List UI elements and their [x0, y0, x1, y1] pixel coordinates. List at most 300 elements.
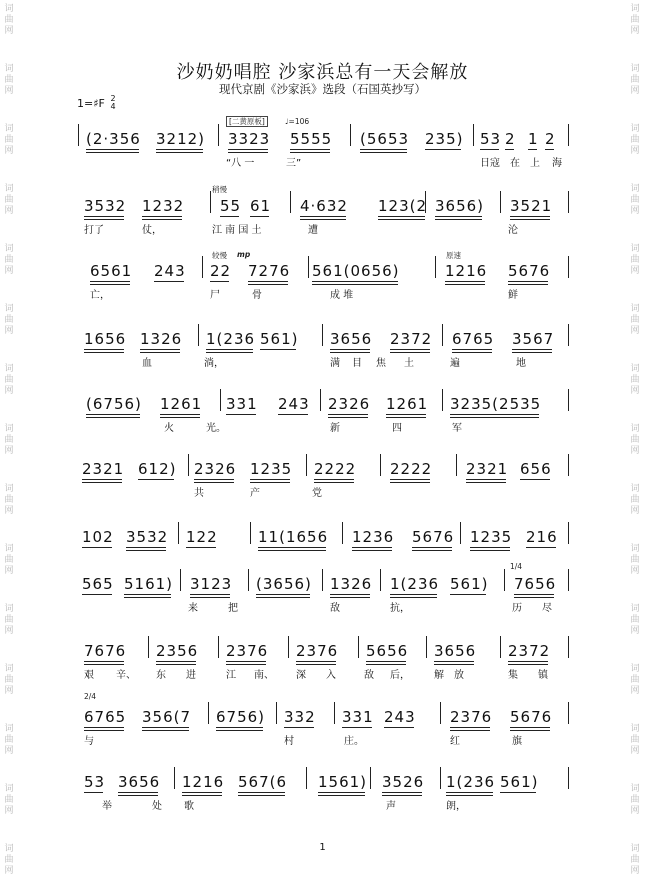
barline [568, 522, 569, 544]
lyric-text: 村 [284, 736, 294, 747]
score-row [80, 262, 570, 322]
note-group [220, 197, 241, 215]
watermark-glyph-group [628, 664, 642, 697]
note-group [84, 197, 126, 215]
note-group [156, 130, 205, 148]
note-group [206, 330, 255, 348]
beam-line [138, 479, 174, 480]
score-row [80, 460, 570, 520]
note-text: 3532 [84, 197, 127, 215]
key-signature: 1=♯F [77, 97, 105, 110]
score-row [80, 708, 570, 768]
note-text: 2376 [226, 642, 269, 660]
note-group [312, 262, 400, 280]
beam-line [126, 550, 166, 551]
expression-mark-yuansu: 原速 [446, 251, 461, 260]
beam-line [290, 152, 330, 153]
lyric-text: 艰 [84, 670, 94, 681]
barline [250, 522, 251, 544]
lyric-text: 尸 [210, 290, 220, 301]
watermark-glyph: 词 [4, 4, 14, 14]
lyric-text: 镇 [538, 670, 548, 681]
beam-line [435, 216, 482, 217]
note-group [450, 708, 492, 726]
note-text: 1216 [182, 773, 225, 791]
note-group [508, 262, 550, 280]
beam-line [382, 795, 422, 796]
watermark-glyph: 网 [4, 566, 14, 576]
barline [180, 569, 181, 591]
barline [208, 702, 209, 724]
beam-line [360, 152, 407, 153]
beam-line [226, 414, 256, 415]
watermark-glyph: 网 [4, 206, 14, 216]
note-text: 1236 [352, 528, 395, 546]
beam-line [386, 414, 426, 415]
watermark-glyph: 网 [630, 506, 640, 516]
watermark-glyph: 词 [630, 184, 640, 194]
beam-line [378, 216, 425, 217]
barline [568, 191, 569, 213]
watermark-glyph: 曲 [4, 495, 14, 505]
beam-line [142, 727, 189, 728]
lyric-text: 解 [434, 670, 444, 681]
watermark-glyph: 词 [630, 544, 640, 554]
beam-line [328, 414, 368, 415]
barline [504, 569, 505, 591]
lyric-text: 淌， [204, 358, 224, 369]
barline [426, 636, 427, 658]
lyric-text: 产 [250, 488, 260, 499]
beam-line [352, 550, 392, 551]
note-text: 3532 [126, 528, 169, 546]
lyric-text: 三” [286, 158, 302, 169]
note-group [216, 708, 265, 726]
beam-line [480, 149, 499, 150]
watermark-glyph: 曲 [4, 255, 14, 265]
note-text: 612) [138, 460, 177, 478]
watermark-glyph-group [2, 124, 16, 157]
note-group [82, 460, 124, 478]
note-group [238, 773, 287, 791]
beam-line [445, 281, 485, 282]
watermark-glyph: 曲 [630, 435, 640, 445]
barline [290, 191, 291, 213]
note-group [452, 330, 494, 348]
note-group [510, 197, 552, 215]
beam-line [450, 594, 486, 595]
note-group [140, 330, 182, 348]
watermark-glyph: 词 [630, 304, 640, 314]
beam-line [86, 152, 139, 153]
beam-line [445, 284, 485, 285]
note-text: 2376 [450, 708, 493, 726]
watermark-glyph: 词 [4, 424, 14, 434]
watermark-glyph: 曲 [4, 555, 14, 565]
watermark-glyph-group [628, 364, 642, 397]
lyric-text: 光。 [206, 423, 226, 434]
beam-line [160, 417, 200, 418]
score-row [80, 575, 570, 635]
song-subtitle: 现代京剧《沙家浜》选段（石国英抄写） [219, 82, 426, 96]
note-group [142, 708, 191, 726]
barline [568, 636, 569, 658]
note-group [390, 460, 432, 478]
barline [370, 767, 371, 789]
barline [178, 522, 179, 544]
lyric-text: 土 [404, 358, 414, 369]
note-group [480, 130, 501, 148]
beam-line [142, 730, 189, 731]
barline [442, 389, 443, 411]
beam-line [390, 482, 430, 483]
note-text: 561(0656) [312, 262, 400, 280]
beam-line [278, 414, 308, 415]
watermark-glyph-group [628, 184, 642, 217]
note-group [466, 460, 508, 478]
watermark-glyph-group [628, 424, 642, 457]
note-text: 331 [342, 708, 374, 726]
score-row [80, 330, 570, 390]
beam-line [450, 417, 539, 418]
beam-line [206, 352, 253, 353]
watermark-glyph: 曲 [630, 135, 640, 145]
lyric-text: 沦 [508, 225, 518, 236]
barline [568, 767, 569, 789]
note-text: 122 [186, 528, 218, 546]
beam-line [360, 149, 407, 150]
note-group [84, 642, 126, 660]
watermark-glyph: 网 [630, 86, 640, 96]
note-text: 2326 [328, 395, 371, 413]
beam-line [216, 727, 263, 728]
beam-line [248, 284, 288, 285]
lyric-text: 后， [390, 670, 410, 681]
note-text: 4·632 [300, 197, 348, 215]
lyric-text: 骨 [252, 290, 262, 301]
beam-line [382, 792, 422, 793]
tempo-mark: ♩=106 [285, 117, 310, 126]
barline [308, 256, 309, 278]
note-text: 1235 [470, 528, 513, 546]
beam-line [390, 479, 430, 480]
watermark-glyph: 词 [4, 604, 14, 614]
note-text: 2372 [508, 642, 551, 660]
dynamic-mark-mp: mp [237, 250, 251, 259]
watermark-glyph: 词 [630, 124, 640, 134]
barline [148, 636, 149, 658]
note-text: 5676 [508, 262, 551, 280]
note-text: 1656 [84, 330, 127, 348]
beam-line [500, 792, 536, 793]
note-text: 123(2 [378, 197, 428, 215]
lyric-text: 打了 [84, 225, 104, 236]
barline [350, 124, 351, 146]
beam-line [258, 550, 326, 551]
note-group [226, 642, 268, 660]
note-group [352, 528, 394, 546]
watermark-glyph: 词 [4, 544, 14, 554]
beam-line [156, 661, 196, 662]
beam-line [384, 727, 414, 728]
lyric-text: 尽 [542, 603, 552, 614]
watermark-glyph: 词 [630, 64, 640, 74]
lyric-text: 海 [552, 158, 562, 169]
note-text: 561) [450, 575, 489, 593]
watermark-glyph: 曲 [4, 855, 14, 865]
watermark-glyph: 词 [4, 184, 14, 194]
beam-line [84, 661, 124, 662]
beam-line [182, 795, 222, 796]
barline [210, 191, 211, 213]
watermark-glyph: 网 [4, 86, 14, 96]
beam-line [84, 792, 103, 793]
lyric-text: 进 [186, 670, 196, 681]
lyric-text: 在 [510, 158, 520, 169]
barline [568, 389, 569, 411]
beam-line [508, 661, 548, 662]
beam-line [84, 219, 124, 220]
watermark-glyph: 网 [4, 326, 14, 336]
watermark-glyph: 曲 [630, 795, 640, 805]
note-text: 356(7 [142, 708, 192, 726]
beam-line [248, 281, 288, 282]
lyric-text: 遭 [308, 225, 318, 236]
beam-line [194, 479, 234, 480]
lyric-text: 共 [194, 488, 204, 499]
note-text: 1232 [142, 197, 185, 215]
barline [288, 636, 289, 658]
note-group [500, 773, 538, 791]
beam-line [510, 216, 550, 217]
time-signature-bottom: 4 [110, 102, 116, 111]
note-text: 3123 [190, 575, 233, 593]
note-text: 565 [82, 575, 114, 593]
beam-line [142, 219, 182, 220]
beam-line [508, 664, 548, 665]
watermark-glyph-group [2, 244, 16, 277]
note-group [194, 460, 236, 478]
note-text: 5161) [124, 575, 174, 593]
note-text: 2 [545, 130, 556, 148]
beam-line [118, 792, 158, 793]
lyric-text: 党 [312, 488, 322, 499]
beam-line [190, 597, 230, 598]
barline [202, 256, 203, 278]
beam-line [210, 281, 229, 282]
lyric-text: 焦 [376, 358, 386, 369]
beam-line [434, 661, 474, 662]
note-group [512, 330, 554, 348]
watermark-glyph: 曲 [630, 15, 640, 25]
score-row [80, 395, 570, 455]
watermark-glyph: 网 [4, 386, 14, 396]
beam-line [352, 547, 392, 548]
beam-line [142, 216, 182, 217]
beam-line [520, 479, 550, 480]
note-group [450, 575, 488, 593]
watermark-glyph: 网 [4, 746, 14, 756]
note-text: 102 [82, 528, 114, 546]
watermark-glyph: 网 [4, 806, 14, 816]
note-group [226, 395, 258, 413]
lyric-text: 鲜 [508, 290, 518, 301]
watermark-glyph: 曲 [630, 75, 640, 85]
lyric-text: 敌 [364, 670, 374, 681]
beam-line [450, 414, 539, 415]
note-group [250, 460, 292, 478]
beam-line [86, 149, 139, 150]
watermark-glyph: 网 [630, 746, 640, 756]
beam-line [82, 594, 112, 595]
watermark-glyph: 曲 [630, 615, 640, 625]
note-text: 332 [284, 708, 316, 726]
watermark-glyph: 网 [4, 446, 14, 456]
lyric-text: 南、 [254, 670, 274, 681]
beam-line [160, 414, 200, 415]
watermark-glyph-group [628, 544, 642, 577]
note-text: 11(1656 [258, 528, 329, 546]
lyric-text: 军 [452, 423, 462, 434]
section-mark [226, 117, 268, 127]
note-text: 3656 [330, 330, 373, 348]
note-text: (6756) [86, 395, 142, 413]
barline [380, 454, 381, 476]
note-text: 3526 [382, 773, 425, 791]
beam-line [194, 482, 234, 483]
watermark-glyph: 词 [4, 124, 14, 134]
note-text: 6756) [216, 708, 266, 726]
note-text: 1235 [250, 460, 293, 478]
lyric-text: 遍 [450, 358, 460, 369]
note-group [124, 575, 173, 593]
note-text: 61 [250, 197, 272, 215]
note-group [278, 395, 310, 413]
watermark-glyph: 网 [630, 866, 640, 876]
watermark-glyph-group [628, 724, 642, 757]
beam-line [250, 479, 290, 480]
note-text: 243 [384, 708, 416, 726]
beam-line [452, 349, 492, 350]
beam-line [545, 149, 554, 150]
note-group [138, 460, 176, 478]
beam-line [84, 730, 124, 731]
watermark-glyph-group [2, 484, 16, 517]
barline [568, 256, 569, 278]
barline [188, 454, 189, 476]
note-text: 1261 [386, 395, 429, 413]
note-group [190, 575, 232, 593]
note-text: (3656) [256, 575, 312, 593]
beam-line [435, 219, 482, 220]
note-text: 561) [500, 773, 539, 791]
note-group [528, 130, 539, 148]
beam-line [510, 219, 550, 220]
watermark-glyph: 曲 [630, 855, 640, 865]
note-text: 2321 [466, 460, 509, 478]
note-text: 243 [154, 262, 186, 280]
lyric-text: 亡， [90, 290, 110, 301]
barline [460, 522, 461, 544]
beam-line [140, 352, 180, 353]
lyric-text: “八 一 [226, 158, 255, 169]
watermark-glyph-group [628, 244, 642, 277]
watermark-glyph: 词 [630, 664, 640, 674]
page-number: 1 [319, 842, 326, 853]
note-group [84, 773, 105, 791]
watermark-glyph: 词 [630, 244, 640, 254]
beam-line [342, 727, 372, 728]
barline [322, 569, 323, 591]
watermark-glyph: 词 [4, 244, 14, 254]
beam-line [284, 727, 314, 728]
section-mark-label: [二黄原板] [226, 116, 268, 127]
watermark-glyph-group [2, 4, 16, 37]
beam-line [296, 661, 336, 662]
beam-line [186, 547, 216, 548]
note-group [258, 528, 328, 546]
note-group [86, 130, 141, 148]
lyric-text: 集 [508, 670, 518, 681]
barline [568, 702, 569, 724]
watermark-glyph: 网 [630, 686, 640, 696]
beam-line [508, 284, 548, 285]
note-text: (2·356 [86, 130, 141, 148]
beam-line [512, 349, 552, 350]
beam-line [378, 219, 425, 220]
beam-line [450, 727, 490, 728]
beam-line [84, 664, 124, 665]
beam-line [290, 149, 330, 150]
note-text: 2372 [390, 330, 433, 348]
note-group [384, 708, 416, 726]
time-signature-top: 2 [110, 94, 116, 103]
note-group [386, 395, 428, 413]
note-text: 7676 [84, 642, 127, 660]
watermark-glyph: 词 [630, 604, 640, 614]
beam-line [312, 284, 398, 285]
note-group [296, 642, 338, 660]
beam-line [82, 547, 112, 548]
note-group [84, 708, 126, 726]
note-text: 7656 [514, 575, 557, 593]
beam-line [258, 547, 326, 548]
beam-line [318, 795, 365, 796]
watermark-glyph: 曲 [630, 315, 640, 325]
lyric-text: 四 [392, 423, 402, 434]
watermark-glyph: 网 [4, 266, 14, 276]
barline [218, 124, 219, 146]
note-text: 3656) [435, 197, 485, 215]
beam-line [250, 482, 290, 483]
watermark-glyph: 曲 [4, 75, 14, 85]
watermark-glyph: 词 [4, 64, 14, 74]
watermark-glyph: 曲 [630, 675, 640, 685]
note-text: 5676 [412, 528, 455, 546]
watermark-glyph: 网 [630, 326, 640, 336]
note-text: (5653 [360, 130, 410, 148]
beam-line [412, 550, 452, 551]
barline [568, 124, 569, 146]
watermark-glyph: 网 [630, 626, 640, 636]
beam-line [90, 284, 130, 285]
barline [334, 702, 335, 724]
lyric-text: 歌 [184, 801, 194, 812]
note-text: 5676 [510, 708, 553, 726]
beam-line [510, 727, 550, 728]
note-group [446, 773, 495, 791]
beam-line [318, 792, 365, 793]
